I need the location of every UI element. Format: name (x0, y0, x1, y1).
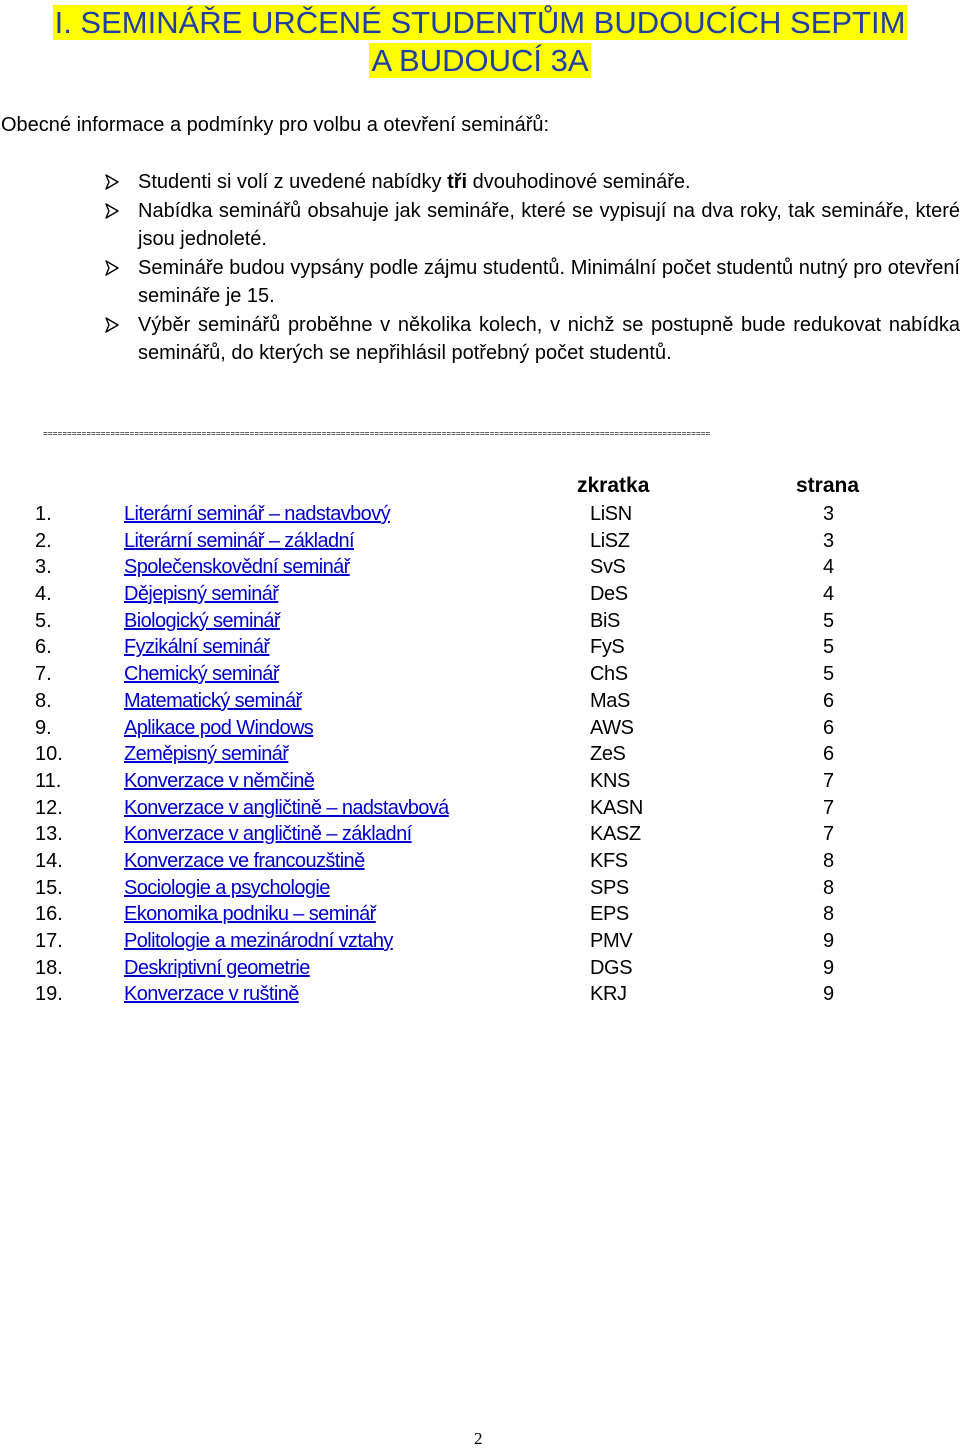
seminar-link[interactable]: Ekonomika podniku – seminář (124, 903, 376, 926)
row-number: 14. (35, 849, 63, 872)
row-number: 7. (35, 663, 52, 686)
seminar-link[interactable]: Sociologie a psychologie (124, 876, 330, 899)
table-row (0, 875, 960, 902)
seminar-abbreviation: EPS (590, 903, 629, 926)
seminar-page: 7 (823, 796, 835, 819)
seminar-abbreviation: KASN (590, 796, 643, 819)
row-number: 18. (35, 956, 63, 979)
condition-text-pre: Nabídka seminářů obsahuje jak semináře, které se vypisují na dva roky, tak semináře, které jsou jednoleté. (138, 200, 960, 250)
table-row (0, 608, 960, 635)
seminar-page: 7 (823, 769, 835, 792)
row-number: 10. (35, 743, 63, 766)
seminar-page: 9 (823, 983, 835, 1006)
seminar-page: 9 (823, 956, 835, 979)
page-number: 2 (474, 1429, 483, 1448)
table-row (0, 661, 960, 688)
seminar-page: 8 (823, 849, 835, 872)
seminar-abbreviation: SvS (590, 556, 626, 579)
seminar-abbreviation: BiS (590, 609, 620, 632)
seminar-link[interactable]: Konverzace v angličtině – základní (124, 823, 412, 846)
row-number: 4. (35, 583, 52, 606)
table-row (0, 581, 960, 608)
seminar-abbreviation: KASZ (590, 823, 641, 846)
seminar-link[interactable]: Společenskovědní seminář (124, 556, 350, 579)
table-row (0, 634, 960, 661)
seminar-page: 9 (823, 930, 835, 952)
table-row (0, 955, 960, 982)
arrowhead-bullet-icon (105, 203, 119, 219)
seminar-abbreviation: ZeS (590, 743, 626, 766)
seminar-page: 8 (823, 903, 835, 926)
condition-text-pre: Studenti si volí z uvedené nabídky (138, 171, 448, 193)
seminar-page: 6 (823, 743, 835, 766)
row-number: 12. (35, 796, 63, 819)
seminar-link[interactable]: Aplikace pod Windows (124, 716, 314, 739)
arrowhead-bullet-icon (105, 174, 119, 190)
title-line-1: I. SEMINÁŘE URČENÉ STUDENTŮM BUDOUCÍCH SEPTIM (54, 5, 906, 40)
column-header-abbreviation: zkratka (577, 474, 650, 497)
table-row (0, 928, 960, 955)
seminar-page: 4 (823, 583, 835, 606)
seminar-abbreviation: MaS (590, 689, 630, 712)
condition-item (103, 197, 960, 253)
seminar-abbreviation: PMV (590, 930, 633, 952)
table-row (0, 795, 960, 822)
seminar-abbreviation: AWS (590, 716, 634, 739)
seminar-abbreviation: LiSZ (590, 529, 630, 552)
conditions-list (103, 168, 960, 368)
table-row (0, 554, 960, 581)
row-number: 19. (35, 983, 63, 1006)
table-row (0, 901, 960, 928)
seminar-abbreviation: DGS (590, 956, 633, 979)
seminar-link[interactable]: Konverzace v angličtině – nadstavbová (124, 796, 449, 819)
intro-heading: Obecné informace a podmínky pro volbu a otevření seminářů: (1, 114, 550, 136)
arrowhead-bullet-icon (105, 260, 119, 276)
condition-text-post: dvouhodinové semináře. (467, 171, 691, 193)
seminar-page: 6 (823, 689, 835, 712)
seminar-link[interactable]: Matematický seminář (124, 689, 302, 712)
table-row (0, 741, 960, 768)
seminar-link[interactable]: Literární seminář – nadstavbový (124, 503, 390, 525)
table-row (0, 528, 960, 555)
seminar-link[interactable]: Konverzace v němčině (124, 769, 315, 792)
row-number: 1. (35, 503, 52, 525)
title-line-2: A BUDOUCÍ 3A (371, 43, 589, 78)
condition-text-pre: Výběr seminářů proběhne v několika kolech, v nichž se postupně bude redukovat nabídka seminářů, do kterých se nepřihlásil potřebný počet studentů. (138, 314, 960, 364)
column-header-page: strana (796, 474, 860, 497)
row-number: 16. (35, 903, 63, 926)
condition-item (103, 168, 960, 196)
table-row (0, 848, 960, 875)
seminar-abbreviation: FyS (590, 636, 625, 659)
seminar-link[interactable]: Fyzikální seminář (124, 636, 270, 659)
seminar-abbreviation: KRJ (590, 983, 627, 1006)
seminar-link[interactable]: Politologie a mezinárodní vztahy (124, 930, 393, 952)
seminar-page: 5 (823, 663, 835, 686)
row-number: 6. (35, 636, 52, 659)
row-number: 17. (35, 930, 63, 952)
seminar-page: 3 (823, 529, 835, 552)
table-row (0, 981, 960, 1008)
seminar-abbreviation: SPS (590, 876, 629, 899)
row-number: 8. (35, 689, 52, 712)
seminar-page: 5 (823, 609, 835, 632)
seminar-link[interactable]: Deskriptivní geometrie (124, 956, 310, 979)
separator-rule: =========================================================================================================================================== (43, 430, 711, 439)
seminar-page: 7 (823, 823, 835, 846)
row-number: 9. (35, 716, 52, 739)
seminar-link[interactable]: Literární seminář – základní (124, 529, 354, 552)
row-number: 5. (35, 609, 52, 632)
row-number: 2. (35, 529, 52, 552)
seminar-abbreviation: ChS (590, 663, 628, 686)
seminar-abbreviation: KNS (590, 769, 630, 792)
seminar-link[interactable]: Biologický seminář (124, 609, 280, 632)
condition-item (103, 254, 960, 310)
seminar-page: 8 (823, 876, 835, 899)
seminar-page: 3 (823, 503, 835, 525)
table-row (0, 768, 960, 795)
document-title (0, 4, 960, 80)
seminar-link[interactable]: Konverzace v ruštině (124, 983, 299, 1006)
seminar-link[interactable]: Zeměpisný seminář (124, 743, 289, 766)
table-row (0, 501, 960, 528)
seminar-link[interactable]: Chemický seminář (124, 663, 279, 686)
seminar-link[interactable]: Konverzace ve francouzštině (124, 849, 365, 872)
table-row (0, 821, 960, 848)
seminar-abbreviation: DeS (590, 583, 628, 606)
table-row (0, 688, 960, 715)
row-number: 15. (35, 876, 63, 899)
condition-text-pre: Semináře budou vypsány podle zájmu studentů. Minimální počet studentů nutný pro otevření semináře je 15. (138, 257, 960, 307)
seminar-link[interactable]: Dějepisný seminář (124, 583, 279, 606)
table-row (0, 715, 960, 742)
condition-text-bold: tři (447, 171, 468, 193)
row-number: 13. (35, 823, 63, 846)
row-number: 3. (35, 556, 52, 579)
seminar-page: 4 (823, 556, 835, 579)
row-number: 11. (35, 769, 62, 792)
seminar-table (0, 501, 960, 1008)
condition-item (103, 311, 960, 367)
seminar-abbreviation: LiSN (590, 503, 632, 525)
arrowhead-bullet-icon (105, 317, 119, 333)
seminar-abbreviation: KFS (590, 849, 628, 872)
seminar-page: 6 (823, 716, 835, 739)
seminar-page: 5 (823, 636, 835, 659)
